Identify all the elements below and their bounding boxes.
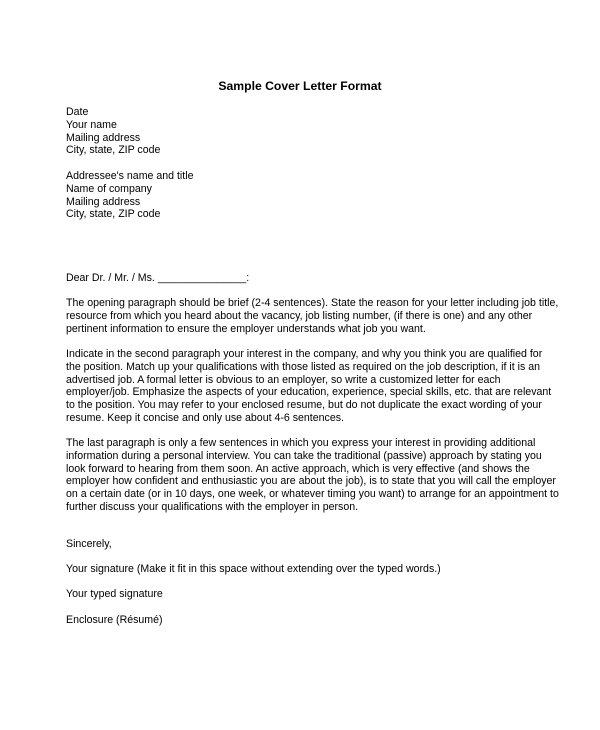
sender-address: Mailing address [66,131,141,144]
addressee-block [66,170,548,221]
enclosure: Enclosure (Résumé) [66,614,163,626]
sender-date: Date [66,106,89,118]
addressee-name-title: Addressee's name and title [66,170,194,182]
sender-block [66,106,548,157]
paragraph-line: resource from which you heard about the vacancy, job listing number, (if there is one) and any other [66,309,533,322]
paragraph-closing [66,437,559,514]
addressee-address: Mailing address [66,195,141,208]
paragraph-line: to the position. You may refer to your enclosed resume, but do not duplicate the exact wording of your [66,399,542,412]
page-title: Sample Cover Letter Format [218,79,382,93]
paragraph-line: the position. Match up your qualifications with those listed as required on the job description, if it is an [66,360,541,373]
paragraph-line: further discuss your qualifications with the employer in person. [66,500,359,513]
sender-name: Your name [66,118,117,131]
paragraph-line: on a certain date (or in 10 days, one week, or whatever timing you want) to arrange for an appointment to [66,488,559,501]
paragraph-line: look forward to hearing from them soon. An active approach, which is very effective (and shows the [66,462,530,475]
paragraph-line: information during a personal interview. You can take the traditional (passive) approach by stating you [66,449,542,462]
paragraph-opening [66,297,559,335]
paragraph-line: advertised job. A formal letter is obvious to an employer, so write a customized letter for each [66,373,501,386]
addressee-company: Name of company [66,182,152,195]
typed-signature: Your typed signature [66,588,163,600]
paragraph-line: employer/job. Emphasize the aspects of your education, experience, special skills, etc. that are relevant [66,386,552,399]
sender-city: City, state, ZIP code [66,144,161,157]
salutation: Dear Dr. / Mr. / Ms. _______________: [66,272,250,284]
addressee-city: City, state, ZIP code [66,208,161,221]
paragraph-line: pertinent information to ensure the employer understands what job you want. [66,322,426,335]
paragraph-line: The last paragraph is only a few sentences in which you express your interest in providing additional [66,437,536,449]
closing: Sincerely, [66,538,112,550]
paragraph-line: Indicate in the second paragraph your interest in the company, and why you think you are qualified for [66,348,543,360]
paragraph-line: employer how confident and enthusiastic you are about the job), is to state that you will call the employer [66,475,556,488]
paragraph-line: resume. Keep it concise and only use about 4-6 sentences. [66,411,344,424]
signature-line: Your signature (Make it fit in this space without extending over the typed words.) [66,563,441,575]
paragraph-second [66,348,552,425]
paragraph-line: The opening paragraph should be brief (2-4 sentences). State the reason for your letter including job title, [66,297,559,309]
